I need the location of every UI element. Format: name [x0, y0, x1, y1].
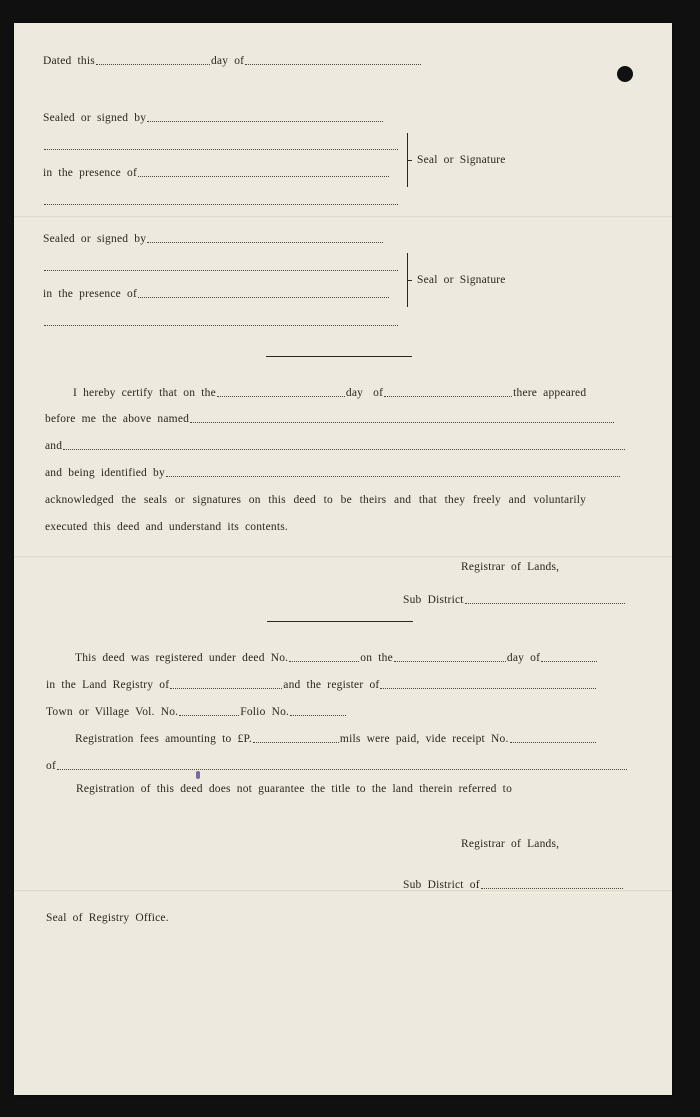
seal-signature-label: Seal or Signature — [417, 154, 506, 166]
cert-line-4 — [45, 467, 621, 479]
identified-by-field[interactable] — [166, 467, 620, 477]
reg-month-field[interactable] — [541, 652, 597, 662]
presence-field[interactable] — [138, 288, 389, 298]
cert-text: and — [45, 440, 63, 452]
seal-registry-label: Seal of Registry Office. — [46, 912, 169, 924]
registrar-label: Registrar of Lands, — [461, 561, 560, 573]
sealed-by-continuation — [43, 140, 399, 152]
sub-district-line — [403, 879, 624, 891]
reg-line-2 — [46, 679, 597, 691]
reg-day-field[interactable] — [394, 652, 506, 662]
sealed-by-line — [43, 112, 384, 124]
presence-field-2[interactable] — [44, 195, 398, 205]
cert-line-3 — [45, 440, 626, 452]
sealed-by-field-2[interactable] — [44, 261, 398, 271]
sub-district-label: Sub District of — [403, 879, 480, 891]
sealed-by-field[interactable] — [147, 233, 383, 243]
cert-line-2 — [45, 413, 615, 425]
sub-district-field[interactable] — [481, 879, 623, 889]
section-divider — [267, 621, 413, 622]
cert-text: before me the above named — [45, 413, 190, 425]
day-field[interactable] — [96, 55, 210, 65]
folio-field[interactable] — [290, 706, 346, 716]
land-registry-field[interactable] — [170, 679, 282, 689]
cert-line-5: acknowledged the seals or signatures on this deed to be theirs and that they freely and voluntarily — [45, 494, 587, 506]
sealed-by-field-2[interactable] — [44, 140, 398, 150]
reg-line-4 — [75, 733, 597, 745]
month-field[interactable] — [245, 55, 421, 65]
cert-line-6: executed this deed and understand its contents. — [45, 521, 288, 533]
reg-text: of — [46, 760, 56, 772]
cert-text: I hereby certify that on the — [73, 387, 216, 399]
deed-number-field[interactable] — [289, 652, 359, 662]
volume-field[interactable] — [179, 706, 239, 716]
receipt-field[interactable] — [510, 733, 596, 743]
dated-label: Dated this — [43, 55, 95, 67]
presence-line — [43, 167, 390, 179]
cert-text: there appeared — [513, 387, 587, 399]
and-field[interactable] — [63, 440, 625, 450]
section-divider — [266, 356, 412, 357]
page-fold — [14, 556, 672, 559]
cert-day-field[interactable] — [217, 387, 345, 397]
cert-text: of — [373, 387, 384, 399]
reg-text: Registration fees amounting to £P. — [75, 733, 252, 745]
of-field[interactable] — [57, 760, 627, 770]
cert-text: and being identified by — [45, 467, 165, 479]
cert-month-field[interactable] — [384, 387, 512, 397]
sealed-by-continuation — [43, 261, 399, 273]
sub-district-field[interactable] — [465, 594, 625, 604]
reg-text: and the register of — [283, 679, 380, 691]
dated-line — [43, 55, 422, 67]
punch-hole — [617, 66, 633, 82]
presence-label: in the presence of — [43, 288, 138, 300]
reg-text: on the — [360, 652, 393, 664]
cert-text: day — [345, 387, 364, 399]
fees-field[interactable] — [253, 733, 339, 743]
presence-field[interactable] — [138, 167, 389, 177]
sealed-by-field[interactable] — [147, 112, 383, 122]
register-field[interactable] — [380, 679, 596, 689]
sub-district-line — [403, 594, 626, 606]
reg-text: Folio No. — [240, 706, 290, 718]
cert-line-1 — [73, 387, 586, 399]
deed-form-page — [14, 23, 672, 1095]
reg-text: This deed was registered under deed No. — [75, 652, 289, 664]
page-fold — [14, 216, 672, 219]
presence-continuation — [43, 316, 399, 328]
presence-continuation — [43, 195, 399, 207]
presence-line — [43, 288, 390, 300]
sealed-by-line — [43, 233, 384, 245]
presence-field-2[interactable] — [44, 316, 398, 326]
brace — [401, 253, 408, 307]
reg-line-3 — [46, 706, 347, 718]
reg-text: day of — [506, 652, 541, 664]
day-of-label: day of — [210, 55, 245, 67]
reg-line-1 — [75, 652, 598, 664]
reg-text: in the Land Registry of — [46, 679, 170, 691]
sealed-by-label: Sealed or signed by — [43, 233, 147, 245]
registrar-label: Registrar of Lands, — [461, 838, 560, 850]
reg-text: mils were paid, vide receipt No. — [339, 733, 509, 745]
named-field[interactable] — [190, 413, 614, 423]
reg-text: Town or Village Vol. No. — [46, 706, 179, 718]
brace — [401, 133, 408, 187]
ink-mark — [196, 771, 200, 779]
presence-label: in the presence of — [43, 167, 138, 179]
sealed-by-label: Sealed or signed by — [43, 112, 147, 124]
seal-signature-label: Seal or Signature — [417, 274, 506, 286]
sub-district-label: Sub District — [403, 594, 464, 606]
reg-line-5 — [46, 760, 628, 772]
reg-line-6: Registration of this deed does not guarantee the title to the land therein referred to — [76, 783, 513, 795]
